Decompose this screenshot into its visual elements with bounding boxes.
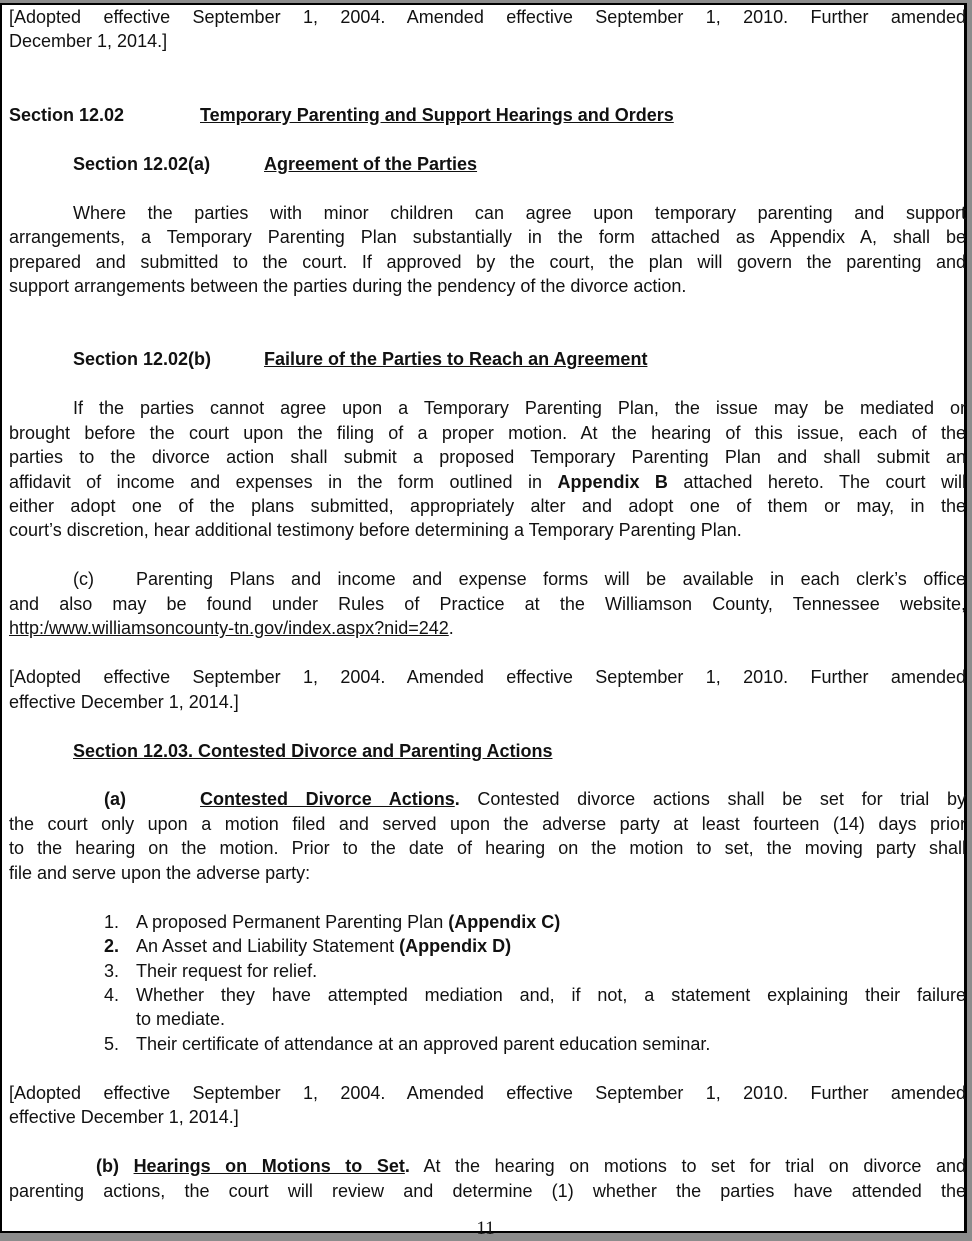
text: .: [404, 1156, 410, 1177]
text: .: [454, 789, 460, 810]
subsection-title: Hearings on Motions to Set: [133, 1156, 405, 1177]
paragraph-line: arrangements, a Temporary Parenting Plan substantially in the form attached as Appendix A, shall be: [9, 227, 966, 248]
list-item-continued: to mediate.: [136, 1009, 226, 1030]
text: A proposed Permanent Parenting Plan: [136, 911, 444, 932]
paragraph-line: either adopt one of the plans submitted, appropriately alter and adopt one of them or may, in the: [9, 496, 966, 516]
subsection-title: Agreement of the Parties: [264, 153, 478, 174]
document-page: [0, 3, 967, 1239]
text: Contested divorce actions shall be set for trial by: [477, 789, 966, 810]
text: An Asset and Liability Statement: [136, 936, 395, 957]
amendment-note: December 1, 2014.]: [9, 31, 168, 52]
paragraph-line: Where the parties with minor children can agree upon temporary parenting and support: [73, 202, 966, 223]
paragraph-label: (b): [96, 1156, 119, 1177]
paragraph-line: [9, 470, 966, 494]
paragraph-line: support arrangements between the parties during the pendency of the divorce action.: [9, 275, 687, 296]
website-link[interactable]: http:/www.williamsoncounty-tn.gov/index.aspx?nid=242: [9, 618, 449, 639]
list-number: 2.: [104, 936, 120, 957]
paragraph-line: [9, 616, 454, 640]
amendment-note: [Adopted effective September 1, 2004. Amended effective September 1, 2010. Further amended: [9, 1082, 966, 1103]
section-number: Section 12.02: [9, 104, 125, 125]
subsection-title: Failure of the Parties to Reach an Agreement: [264, 349, 648, 370]
paragraph-line: brought before the court upon the filing of a proper motion. At the hearing of this issue, each of the: [9, 422, 966, 443]
paragraph-line: [96, 1154, 966, 1178]
text: attached hereto. The court will: [683, 471, 966, 492]
text: affidavit of income and expenses in the form outlined in: [9, 471, 542, 492]
amendment-note: [Adopted effective September 1, 2004. Amended effective September 1, 2010. Further amended: [9, 667, 966, 688]
paragraph-line: to the hearing on the motion. Prior to the date of hearing on the motion to set, the moving party shall: [9, 838, 966, 859]
text: .: [448, 618, 454, 639]
list-item: Whether they have attempted mediation and, if not, a statement explaining their failure: [136, 985, 966, 1005]
subsection-number: Section 12.02(b): [73, 349, 212, 370]
text: At the hearing on motions to set for trial on divorce and: [423, 1156, 966, 1177]
paragraph-line: parenting actions, the court will review and determine (1) whether the parties have attended the: [9, 1180, 966, 1201]
paragraph-line: [200, 787, 966, 811]
paragraph-line: and also may be found under Rules of Practice at the Williamson County, Tennessee website,: [9, 593, 966, 614]
list-number: 3.: [104, 960, 120, 981]
subsection-title: Contested Divorce Actions: [200, 789, 455, 810]
paragraph-line: prepared and submitted to the court. If approved by the court, the plan will govern the parenting and: [9, 251, 966, 272]
section-heading: Section 12.03. Contested Divorce and Parenting Actions: [73, 740, 553, 761]
appendix-reference: (Appendix D): [399, 936, 512, 957]
paragraph-line: the court only upon a motion filed and served upon the adverse party at least fourteen (14) days prior: [9, 813, 966, 834]
subsection-number: Section 12.02(a): [73, 153, 211, 174]
paragraph-line: file and serve upon the adverse party:: [9, 862, 311, 883]
appendix-reference: Appendix B: [557, 471, 668, 492]
appendix-reference: (Appendix C): [448, 911, 561, 932]
list-number: 5.: [104, 1033, 120, 1054]
amendment-note: effective December 1, 2014.]: [9, 1107, 239, 1128]
paragraph-line: parties to the divorce action shall submit a proposed Temporary Parenting Plan and shall submit an: [9, 447, 966, 468]
list-item: Their certificate of attendance at an approved parent education seminar.: [136, 1033, 711, 1054]
section-title: Temporary Parenting and Support Hearings and Orders: [200, 104, 674, 125]
paragraph-line: court’s discretion, hear additional testimony before determining a Temporary Parenting Plan.: [9, 520, 742, 541]
amendment-note: effective December 1, 2014.]: [9, 691, 239, 712]
list-number: 1.: [104, 911, 120, 932]
list-item: Their request for relief.: [136, 960, 318, 981]
paragraph-line: If the parties cannot agree upon a Temporary Parenting Plan, the issue may be mediated or: [73, 398, 966, 419]
paragraph-label: (a): [104, 789, 126, 810]
page-number: 11: [476, 1218, 495, 1239]
paragraph-label: (c): [73, 569, 94, 590]
list-number: 4.: [104, 985, 120, 1005]
list-item: [136, 910, 560, 934]
amendment-note: [Adopted effective September 1, 2004. Amended effective September 1, 2010. Further amended: [9, 7, 966, 27]
paragraph-line: Parenting Plans and income and expense forms will be available in each clerk’s office: [136, 569, 966, 590]
list-item: [136, 934, 511, 958]
